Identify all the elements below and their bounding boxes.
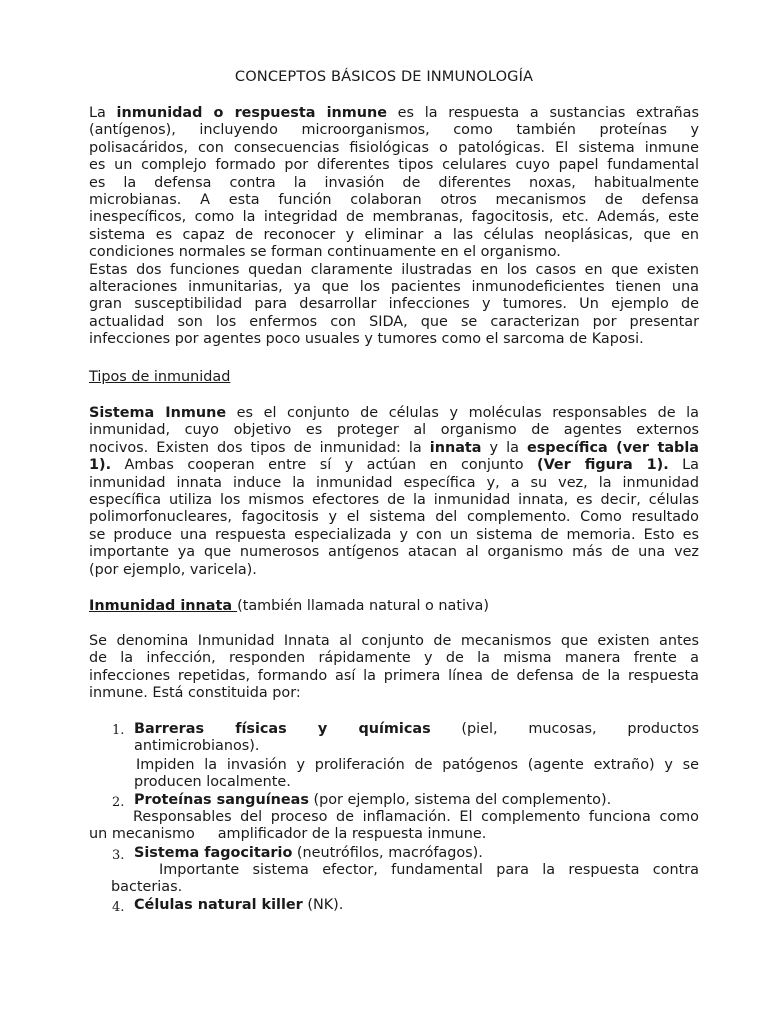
text-line: 1). Ambas cooperan entre sí y actúan en conjunto (Ver figura 1). La (89, 457, 699, 474)
text-line: Responsables del proceso de inflamación. El complemento funciona como (133, 809, 699, 825)
text-line: es un complejo formado por diferentes tipos celulares cuyo papel fundamental (89, 157, 699, 174)
text-line: antimicrobianos). (134, 738, 260, 755)
text-line: Impiden la invasión y proliferación de patógenos (agente extraño) y se (136, 757, 699, 773)
list-item-title: Células natural killer (NK). (134, 897, 344, 913)
text-line: polisacáridos, con consecuencias fisiológicas o patológicas. El sistema inmune (89, 139, 699, 156)
list-item-title: Sistema fagocitario (neutrófilos, macrófagos). (134, 845, 483, 861)
text-line: (antígenos), incluyendo microorganismos, como también proteínas y (89, 122, 699, 139)
text-line: microbianas. A esta función colaboran otros mecanismos de defensa (89, 192, 699, 209)
list-number: 1. (112, 723, 125, 738)
text-line: inmunidad, cuyo objetivo es proteger al organismo de agentes externos (89, 422, 699, 439)
text-line: importante ya que numerosos antígenos atacan al organismo más de una vez (89, 544, 699, 561)
text-line: gran susceptibilidad para desarrollar infecciones y tumores. Un ejemplo de (89, 296, 699, 313)
list-item-description (89, 809, 699, 844)
sistema-inmune-paragraph (89, 405, 699, 579)
section-heading-innata: Inmunidad innata (también llamada natural o nativa) (89, 598, 489, 614)
text-line: (por ejemplo, varicela). (89, 561, 257, 578)
text-line: de la infección, responden rápidamente y de la misma manera frente a (89, 650, 699, 667)
list-item-title: Proteínas sanguíneas (por ejemplo, sistema del complemento). (134, 792, 612, 808)
text-line: inespecíficos, como la integridad de membranas, fagocitosis, etc. Además, este (89, 209, 699, 226)
innata-paragraph (89, 633, 699, 703)
text-line: un mecanismo amplificador de la respuesta inmune. (89, 826, 487, 843)
text-line: se produce una respuesta especializada y con un sistema de memoria. Esto es (89, 526, 699, 543)
text-line: sistema es capaz de reconocer y eliminar a las células neoplásicas, que en (89, 226, 699, 243)
list-item-description (111, 862, 699, 897)
list-item (134, 792, 699, 809)
text-line: nocivos. Existen dos tipos de inmunidad: la innata y la específica (ver tabla (89, 439, 699, 456)
text-line: Se denomina Inmunidad Innata al conjunto de mecanismos que existen antes (89, 633, 699, 649)
list-number: 4. (112, 900, 125, 915)
text-line: Estas dos funciones quedan claramente ilustradas en los casos en que existen (89, 261, 699, 278)
text-line: producen localmente. (134, 774, 291, 791)
text-line: bacterias. (111, 879, 183, 896)
text-line: inmune. Está constituida por: (89, 685, 301, 702)
list-item-title: Barreras físicas y químicas (piel, mucosas, productos (134, 721, 699, 737)
list-item (134, 845, 699, 862)
list-item-description (89, 757, 699, 792)
document-title: CONCEPTOS BÁSICOS DE INMUNOLOGÍA (234, 68, 534, 85)
intro-paragraph (89, 105, 699, 349)
list-item (134, 721, 699, 756)
text-line: Importante sistema efector, fundamental para la respuesta contra (159, 862, 699, 878)
list-number: 3. (112, 848, 125, 863)
text-line: condiciones normales se forman continuamente en el organismo. (89, 244, 561, 261)
text-line: actualidad son los enfermos con SIDA, que se caracterizan por presentar (89, 313, 699, 330)
text-line: específica utiliza los mismos efectores de la inmunidad innata, es decir, células (89, 492, 699, 509)
text-line: infecciones por agentes poco usuales y tumores como el sarcoma de Kaposi. (89, 331, 644, 348)
text-line: polimorfonucleares, fagocitosis y el sistema del complemento. Como resultado (89, 509, 699, 526)
text-line: Sistema Inmune es el conjunto de células y moléculas responsables de la (89, 405, 700, 421)
list-number: 2. (112, 795, 125, 810)
list-item (134, 897, 699, 914)
text-line: infecciones repetidas, formando así la primera línea de defensa de la respuesta (89, 667, 699, 684)
text-line: La inmunidad o respuesta inmune es la respuesta a sustancias extrañas (89, 105, 699, 121)
text-line: alteraciones inmunitarias, ya que los pacientes inmunodeficientes tienen una (89, 279, 699, 296)
text-line: inmunidad innata induce la inmunidad específica y, a su vez, la inmunidad (89, 474, 699, 491)
section-heading-tipos: Tipos de inmunidad (89, 369, 231, 385)
text-line: es la defensa contra la invasión de diferentes noxas, habitualmente (89, 174, 699, 191)
